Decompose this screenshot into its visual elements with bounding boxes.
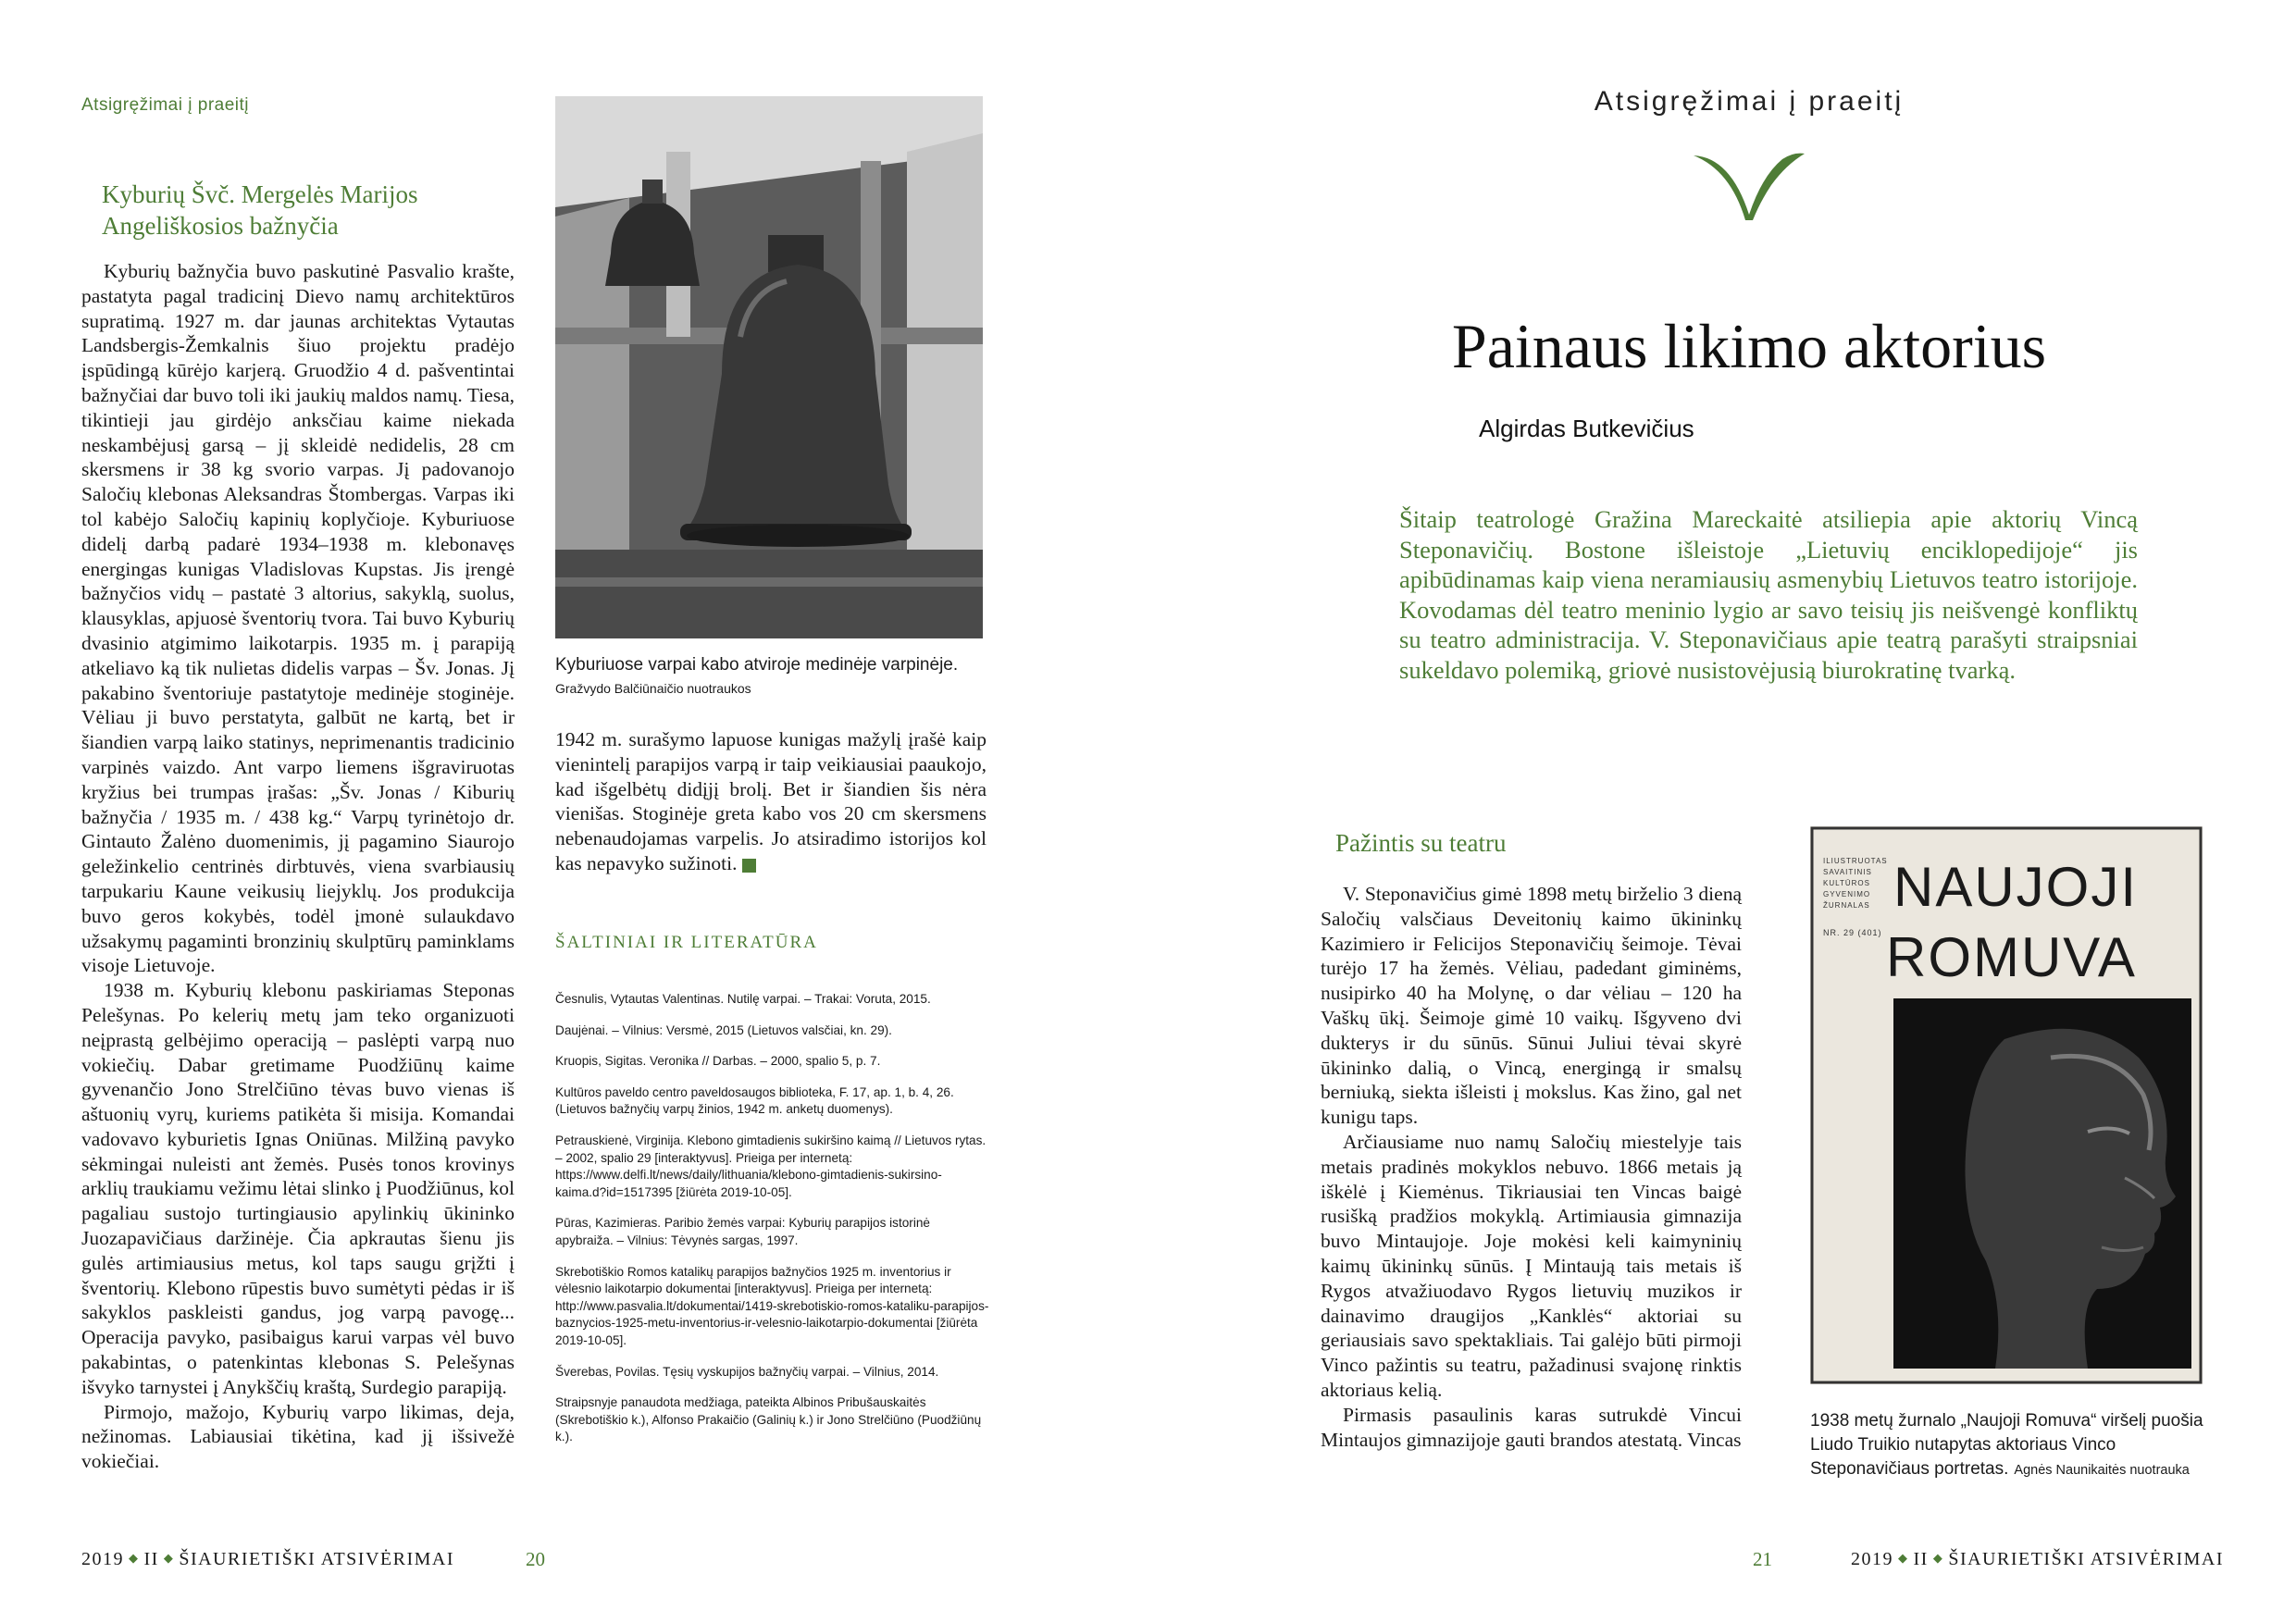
source-item: Česnulis, Vytautas Valentinas. Nutilę varpai. – Trakai: Voruta, 2015. — [555, 992, 931, 1006]
paragraph: Pirmasis pasaulinis karas sutrukdė Vincui Mintaujos gimnazijoje gauti brandos atestatą. Vincas — [1321, 1403, 1742, 1451]
paragraph — [555, 727, 987, 876]
cover-small-line: GYVENIMO — [1823, 890, 1871, 898]
source-item: Šverebas, Povilas. Tęsių vyskupijos bažnyčių varpai. – Vilnius, 2014. — [555, 1364, 939, 1379]
diamond-icon: ◆ — [1898, 1551, 1909, 1565]
section-heading: Pažintis su teatru — [1335, 829, 1507, 857]
sources-heading: ŠALTINIAI IR LITERATŪRA — [555, 933, 818, 952]
source-item: Kruopis, Sigitas. Veronika // Darbas. – 2000, spalio 5, p. 7. — [555, 1054, 881, 1069]
cover-credit: Agnės Naunikaitės nuotrauka — [2014, 1463, 2190, 1478]
page-number-right: 21 — [1753, 1548, 1772, 1570]
cover-caption — [1810, 1409, 2217, 1482]
paragraph: Arčiausiame nuo namų Saločių miestelyje tais metais pradinės mokyklos nebuvo. 1866 metais ją iškėlė į Kiemėnus. Tikriausiai ten Vincas baigė rusišką pradžios mokyklą. Artimiausia gimnazija buvo Mintaujoje. Joje mokėsi keli kaimyninių kaimų ūkininkų sūnūs. Į Mintaują tais metais iš Rygos atvažiuodavo Rygos lietuvių muzikos ir dainavimo draugijos „Kanklės“ aktoriai su geriausiais savo spektakliais. Tai galėjo būti pirmoji Vinco pažintis su teatru, pažadinusi svajonę rinktis aktoriaus kelią. — [1321, 1130, 1742, 1401]
running-header-left: Atsigręžimai į praeitį — [81, 95, 249, 115]
cover-small-line: ILIUSTRUOTAS — [1823, 857, 1888, 865]
footer-year: 2019 — [1851, 1549, 1893, 1569]
paragraph-text: 1942 m. surašymo lapuose kunigas mažylį įrašė kaip vienintelį parapijos varpą ir taip veikiausiai paaukojo, kad išgelbėtų didįjį brolį. Bet ir šiandien šis nėra vienišas. Stoginėje greta kabo vos 20 cm skersmens nebenaudojamas varpelis. Jo atsiradimo istorijos kol kas nepavyko sužinoti. — [555, 728, 987, 874]
magazine-cover — [1810, 826, 2203, 1384]
diamond-icon: ◆ — [163, 1551, 175, 1565]
footer-magazine: ŠIAURIETIŠKI ATSIVĖRIMAI — [179, 1549, 454, 1569]
sources-list — [555, 991, 990, 1460]
running-header-right: Atsigręžimai į praeitį — [1594, 86, 1905, 117]
source-item: Kultūros paveldo centro paveldosaugos biblioteka, F. 17, ap. 1, b. 4, 26. (Lietuvos bažnyčių varpų žinios, 1942 m. anketų duomenys). — [555, 1084, 954, 1117]
page-number-left: 20 — [526, 1548, 545, 1570]
paragraph: Kyburių bažnyčia buvo paskutinė Pasvalio krašte, pastatyta pagal tradicinį Dievo namų architektūros supratimą. 1927 m. dar jaunas architektas Vytautas Landsbergis-Žemkalnis šiuo projektu pradėjo įspūdingą kūrėjo karjerą. Gruodžio 4 d. pašventintai bažnyčiai dar buvo toli iki jaukių maldos namų. Tiesa, tikintieji jau girdėjo anksčiau kaime niekada neskambėjusį garsą – jį skleidė nedidelis, 28 cm skersmens ir 38 kg svorio varpas. Jį padovanojo Saločių klebonas Aleksandras Štombergas. Varpas iki tol kabėjo Saločių kapinių koplyčioje. Kyburiuose didelį darbą padarė 1934–1938 m. klebonavęs energingas kunigas Vladislovas Kupstas. Jis įrengė bažnyčios vidų – pastatė 3 altorius, sakyklą, suolus, klausyklas, apjuosė šventorių tvora. Tai buvo Kyburių dvasinio atgimimo laikotarpis. 1935 m. į parapiją atkeliavo ką tik nulietas didelis varpas – Šv. Jonas. Jį pakabino šventoriuje pastatytoje medinėje stoginėje. Vėliau ji buvo perstatyta, galbūt ne kartą, bet ir šiandien varpą laiko statinys, neprimenantis tradicinio varpinės vaizdo. Ant varpo liemens išgraviruotas kryžius bei trumpas įrašas: „Šv. Jonas / Kiburių bažnyčia / 1935 m. / 438 kg.“ Varpų tyrinėtojo dr. Gintauto Žalėno duomenimis, jį pagamino Siaurojo geležinkelio centrinės dirbtuvės, viena svarbiausių tarpukariu Kaune veikusių liejyklų. Jos produkcija buvo geros kokybės, todėl įmonė sulaukdavo užsakymų pagaminti bronzinių skulptūrų paminklams visoje Lietuvoje. — [81, 260, 515, 977]
paragraph: V. Steponavičius gimė 1898 metų birželio 3 dieną Saločių valsčiaus Deveitonių kaimo ūkininkų Kazimiero ir Felicijos Steponavičių šeimoje. Tėvai turėjo 17 ha žemės. Vėliau, padedant giminėms, nusipirko 40 ha Molynę, o dar vėliau – 120 ha Vaškų ūkį. Šeimoje gimė 10 vaikų. Išgyveno dvi dukterys ir du sūnūs. Sūnui Juliui tėvai skyrė ūkininko dalią, o Vincą, energingą ir smalsų berniuką, siekta išleisti į mokslus. Kas žino, gal net kunigu taps. — [1321, 883, 1742, 1129]
source-item: Daujėnai. – Vilnius: Versmė, 2015 (Lietuvos valsčiai, kn. 29). — [555, 1022, 892, 1037]
cover-title-line2: ROMUVA — [1886, 926, 2137, 988]
end-mark-icon — [742, 859, 756, 873]
bell-photo — [555, 96, 983, 638]
article-title: Kyburių Švč. Mergelės Marijos Angeliškosios bažnyčia — [102, 180, 418, 240]
photo-credit: Gražvydo Balčiūnaičio nuotraukos — [555, 681, 751, 696]
article-body-right — [1321, 882, 1742, 1452]
author-name: Algirdas Butkevičius — [1479, 415, 1694, 442]
cover-title-line1: NAUJOJI — [1893, 856, 2139, 918]
cover-caption-text: 1938 metų žurnalo „Naujoji Romuva“ viršelį puošia Liudo Truikio nutapytas aktoriaus Vinco Steponavičiaus portretas. — [1810, 1411, 2203, 1479]
lead-paragraph: Šitaip teatrologė Gražina Mareckaitė atsiliepia apie aktorių Vincą Steponavičių. Bostone išleistoje „Lietuvių enciklopedijoje“ jis apibūdinamas kaip viena neramiausių asmenybių Lietuvos teatro istorijoje. Kovodamas dėl teatro meninio lygio ar savo teisių jis neišvengė konfliktų su teatro administracija. V. Steponavičiaus apie teatrą parašyti straipsniai sukeldavo polemiką, griovė nusistovėjusią biurokratinę tvarką. — [1399, 505, 2138, 684]
paragraph: 1938 m. Kyburių klebonu paskiriamas Steponas Pelešynas. Po kelerių metų jam teko organizuoti neįprastą gelbėjimo operaciją – paslėpti varpą nuo vokiečių. Dabar gretimame Puodžiūnų kaime gyvenančio Jono Strelčiūno tėvas buvo vienas iš aštuonių vyrų, kuriems patikėta ši misija. Komandai vadovavo kyburietis Ignas Oniūnas. Milžiną pavyko sėkmingai nuleisti ant žemės. Pusės tonos krovinys arklių traukiamu vežimu lėtai slinko į Puodžiūnus, kol pagaliau sustojo turtingiausio apylinkių ūkininko Juozapavičiaus daržinėje. Čia apkrautas šienu jis gulės artimiausius metus, kol taps saugu grįžti į šventorių. Klebono rūpestis buvo sumėtyti pėdas ir iš sakyklos paskleisti gandus, jog varpą pavogę... Operacija pavyko, pasibaigus karui varpas vėl buvo pakabintas, o patenkintas klebonas S. Pelešynas išvyko tarnystei į Anykščių kraštą, Surdegio parapiją. — [81, 979, 515, 1398]
paragraph: Pirmojo, mažojo, Kyburių varpo likimas, deja, nežinomas. Labiausiai tikėtina, kad jį išsivežė vokiečiai. — [81, 1400, 515, 1473]
footer-issue: II — [143, 1549, 159, 1569]
footer-issue: II — [1913, 1549, 1929, 1569]
cover-issue-label: NR. 29 (401) — [1823, 928, 1882, 937]
chevron-ornament-icon — [1694, 148, 1805, 220]
cover-small-line: KULTŪROS — [1823, 879, 1870, 887]
source-item: Skrebotiškio Romos katalikų parapijos bažnyčios 1925 m. inventorius ir vėlesnio laikotarpio dokumentai [interaktyvus]. Prieiga per internetą: http://www.pasvalia.lt/dokumentai/1419-skrebotiskio-romos-kataliku-parapijos-baznycios-1925-metu-inventorius-ir-velesnio-laikotarpio-dokumentai [žiūrėta 2019-10-05]. — [555, 1264, 989, 1347]
article-column-2 — [555, 727, 987, 876]
diamond-icon: ◆ — [129, 1551, 140, 1565]
footer-right — [1851, 1549, 2224, 1570]
footer-magazine: ŠIAURIETIŠKI ATSIVĖRIMAI — [1948, 1549, 2224, 1569]
cover-small-line: ŽURNALAS — [1823, 901, 1870, 910]
main-title: Painaus likimo aktorius — [1451, 311, 2047, 381]
footer-left — [81, 1549, 454, 1570]
article-column-1 — [81, 259, 515, 1474]
source-item: Pūras, Kazimieras. Paribio žemės varpai: Kyburių parapijos istorinė apybraiža. – Vilnius: Tėvynės sargas, 1997. — [555, 1216, 930, 1247]
diamond-icon: ◆ — [1932, 1551, 1944, 1565]
source-item: Petrauskienė, Virginija. Klebono gimtadienis sukiršino kaimą // Lietuvos rytas. – 2002, spalio 29 [interaktyvus]. Prieiga per internetą: https://www.delfi.lt/news/daily/lithuania/klebono-gimtadienis-sukirsino-kaima.d?id=1517395 [žiūrėta 2019-10-05]. — [555, 1133, 987, 1199]
source-item: Straipsnyje panaudota medžiaga, pateikta Albinos Pribušauskaitės (Skrebotiškio k.), Alfonso Prakaičio (Galinių k.) ir Jono Strelčiūno (Puodžiūnų k.). — [555, 1395, 982, 1444]
photo-caption: Kyburiuose varpai kabo atviroje medinėje varpinėje. — [555, 655, 959, 675]
footer-year: 2019 — [81, 1549, 124, 1569]
cover-small-line: SAVAITINIS — [1823, 868, 1872, 876]
